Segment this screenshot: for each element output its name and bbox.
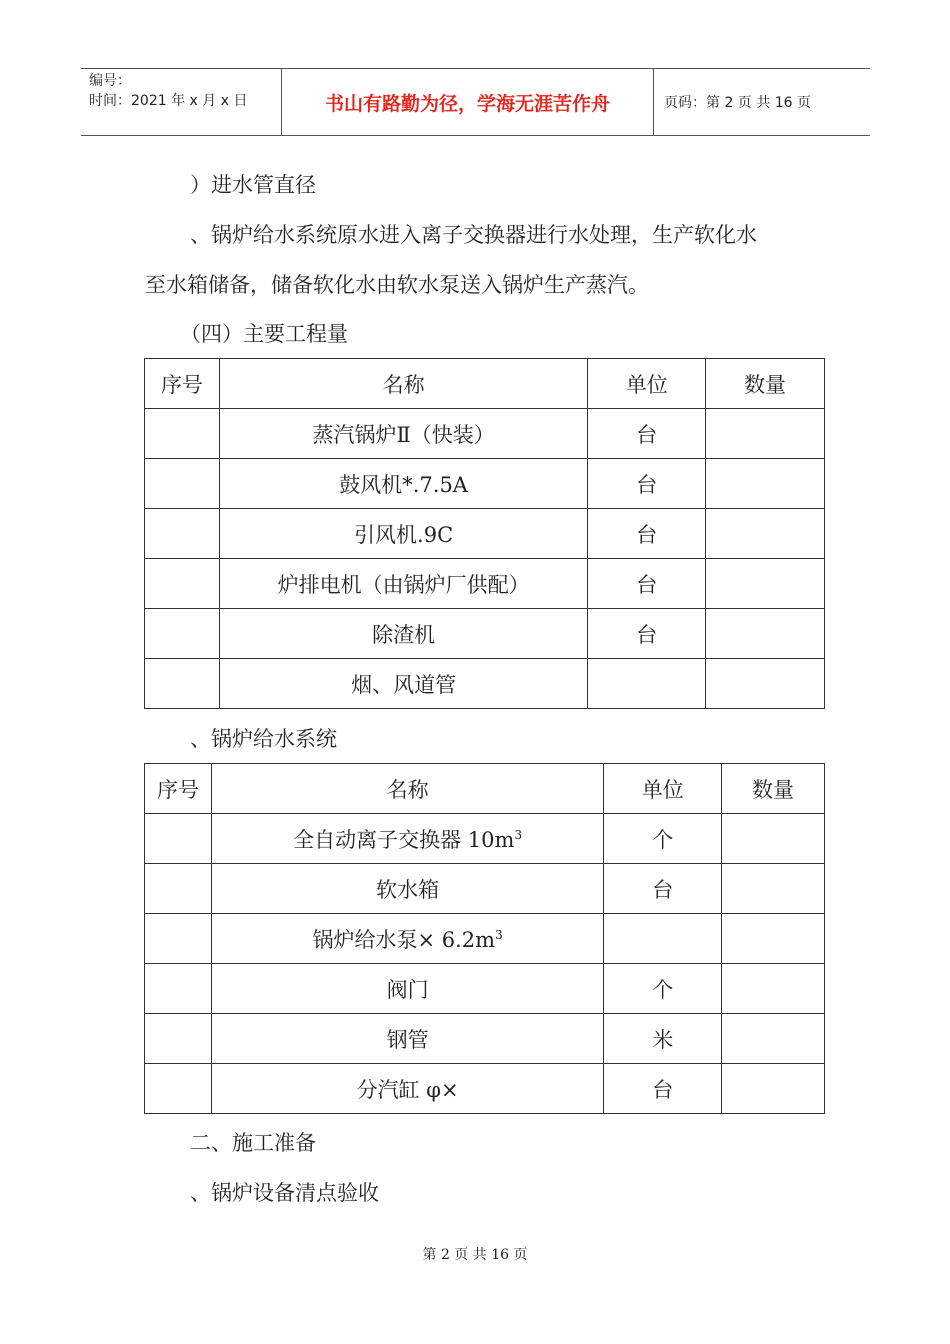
- table-cell: [145, 459, 220, 509]
- quantities-table-body: [145, 359, 825, 709]
- table-cell: [211, 814, 603, 864]
- table-cell: 鼓风机*.7.5A: [219, 459, 587, 509]
- table-row: [145, 964, 825, 1014]
- header-cell-index: 序号: [145, 764, 212, 814]
- table-cell: 烟、风道管: [219, 659, 587, 709]
- document-number-label: 编号：: [89, 73, 131, 89]
- header-cell-unit: 单位: [604, 764, 722, 814]
- section-heading-quantities: （四）主要工程量: [180, 322, 348, 346]
- section-heading-preparation: 二、施工准备: [190, 1131, 316, 1155]
- item-name: 全自动离子交换器 10m: [293, 827, 515, 852]
- table-cell: 引风机.9C: [219, 509, 587, 559]
- table-cell: [145, 814, 212, 864]
- table-cell: 除渣机: [219, 609, 587, 659]
- header-cell-quantity: 数量: [722, 764, 825, 814]
- table-cell: 台: [588, 459, 706, 509]
- table-cell: 钢管: [211, 1014, 603, 1064]
- header-cell-unit: 单位: [588, 359, 706, 409]
- header-meta: [81, 69, 282, 135]
- table-cell: [145, 659, 220, 709]
- table-header-row: [145, 764, 825, 814]
- quantities-table: [144, 358, 825, 709]
- table-row: [145, 814, 825, 864]
- table-cell: [145, 609, 220, 659]
- table-cell: 台: [604, 864, 722, 914]
- subheading-equipment-check: 、锅炉设备清点验收: [190, 1181, 379, 1205]
- item-name: 锅炉给水泵× 6.2m: [312, 927, 496, 952]
- superscript-cubic: 3: [495, 927, 503, 942]
- table-cell: 软水箱: [211, 864, 603, 914]
- table-row: [145, 1014, 825, 1064]
- table-row: [145, 659, 825, 709]
- paragraph-feed-system-line2: 至水箱储备，储备软化水由软水泵送入锅炉生产蒸汽。: [145, 273, 649, 297]
- table-cell: 分汽缸 φ×: [211, 1064, 603, 1114]
- paragraph-feed-system-line1: 、锅炉给水系统原水进入离子交换器进行水处理，生产软化水: [190, 223, 757, 247]
- table-cell: 台: [588, 509, 706, 559]
- table-cell: [211, 914, 603, 964]
- header-cell-quantity: 数量: [706, 359, 825, 409]
- table-cell: [706, 609, 825, 659]
- page-header: [81, 68, 870, 136]
- table-cell: [706, 409, 825, 459]
- table-cell: [145, 409, 220, 459]
- table-cell: [145, 559, 220, 609]
- table-row: [145, 409, 825, 459]
- table-row: [145, 509, 825, 559]
- table-row: [145, 1064, 825, 1114]
- superscript-cubic: 3: [514, 827, 523, 842]
- table-cell: [145, 509, 220, 559]
- table-cell: [145, 914, 212, 964]
- table-cell: 台: [604, 1064, 722, 1114]
- header-cell-index: 序号: [145, 359, 220, 409]
- table-cell: 台: [588, 559, 706, 609]
- table-cell: [588, 659, 706, 709]
- table-row: [145, 459, 825, 509]
- table-cell: [722, 1064, 825, 1114]
- table-cell: [722, 914, 825, 964]
- table-row: [145, 609, 825, 659]
- table-cell: 台: [588, 609, 706, 659]
- table-cell: [706, 459, 825, 509]
- table-cell: 阀门: [211, 964, 603, 1014]
- page-footer: 第 2 页 共 16 页: [422, 1247, 528, 1263]
- table-cell: [145, 1014, 212, 1064]
- table-cell: [145, 864, 212, 914]
- table-cell: [722, 864, 825, 914]
- table-row: [145, 559, 825, 609]
- table-cell: [722, 964, 825, 1014]
- paragraph-inlet-pipe: ）进水管直径: [190, 173, 316, 197]
- table-cell: [706, 659, 825, 709]
- table-row: [145, 914, 825, 964]
- table-cell: [706, 509, 825, 559]
- table-cell: [722, 814, 825, 864]
- feed-system-table: [144, 763, 825, 1114]
- header-motto: 书山有路勤为径，学海无涯苦作舟: [282, 69, 654, 135]
- table-cell: 个: [604, 814, 722, 864]
- table-cell: [722, 1014, 825, 1064]
- table-cell: 炉排电机（由锅炉厂供配）: [219, 559, 587, 609]
- table-cell: 台: [588, 409, 706, 459]
- feed-system-table-body: [145, 764, 825, 1114]
- subheading-feed-system: 、锅炉给水系统: [190, 727, 337, 751]
- document-date: 时间：2021 年 x 月 x 日: [89, 93, 248, 109]
- table-cell: 米: [604, 1014, 722, 1064]
- table-row: [145, 864, 825, 914]
- table-cell: 蒸汽锅炉Ⅱ（快装）: [219, 409, 587, 459]
- table-header-row: [145, 359, 825, 409]
- header-cell-name: 名称: [219, 359, 587, 409]
- table-cell: [145, 1064, 212, 1114]
- table-cell: [706, 559, 825, 609]
- table-cell: [145, 964, 212, 1014]
- header-page-info: 页码：第 2 页 共 16 页: [664, 95, 811, 111]
- table-cell: [604, 914, 722, 964]
- header-cell-name: 名称: [211, 764, 603, 814]
- table-cell: 个: [604, 964, 722, 1014]
